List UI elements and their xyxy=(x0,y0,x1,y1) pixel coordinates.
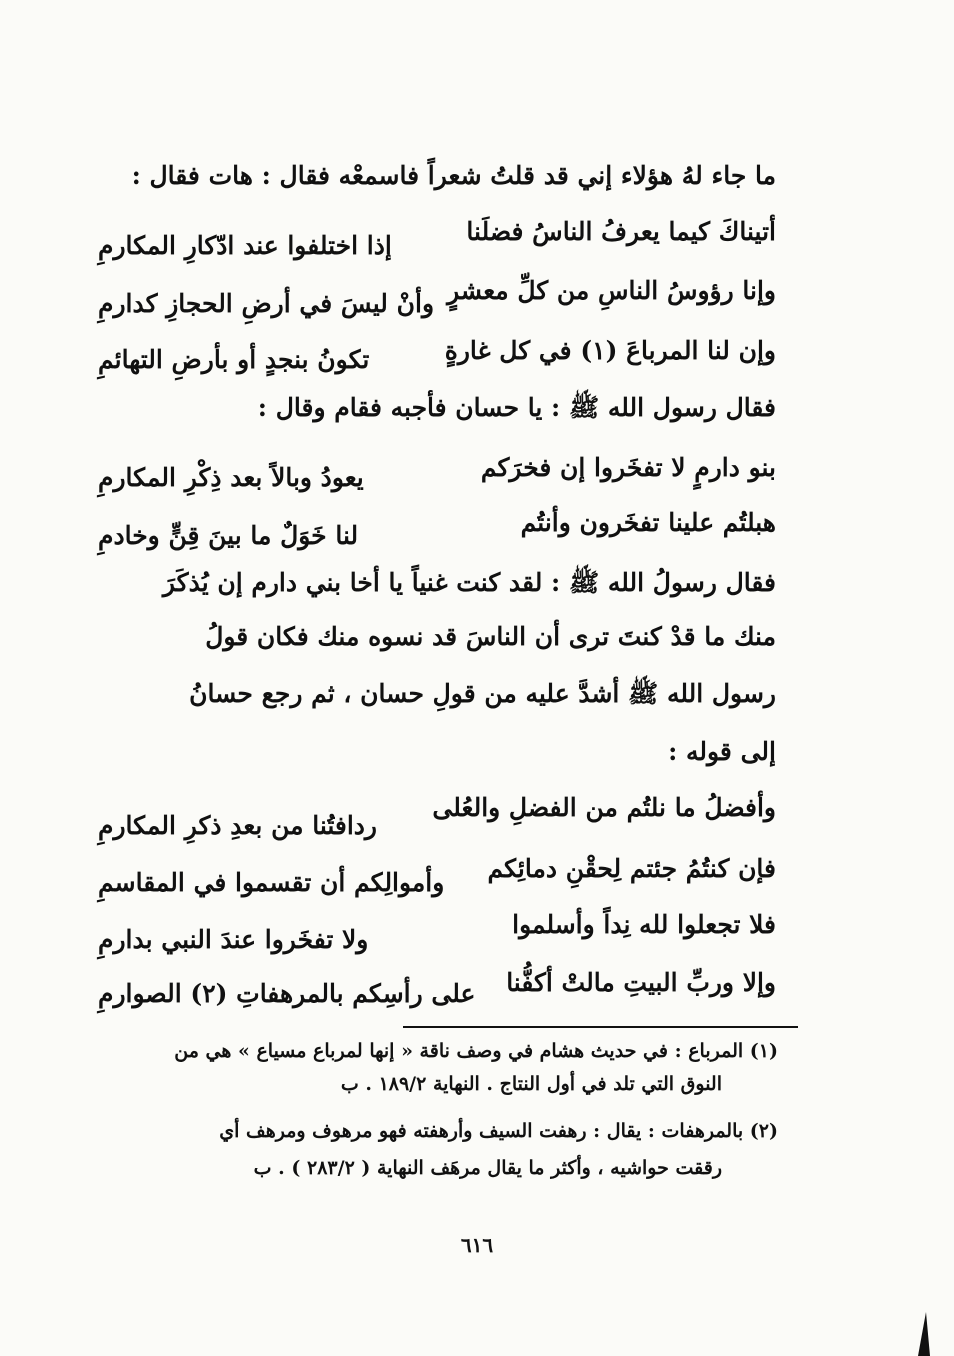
page-number: ٦١٦ xyxy=(460,1233,494,1257)
verse-5-first-hemistich: هبلتُم علينا تفخَرون وأنتُم xyxy=(520,508,776,537)
footnote-line: رققت حواشيه ، وأكثر ما يقال مرهَف النهاية ( ٢٨٣/٢ ) . ب xyxy=(253,1157,722,1179)
scan-edge-mark xyxy=(918,1312,930,1356)
footnote-line: (١) المرباع : في حديث هشام في وصف ناقة « إنها لمرباع مسياع » هي من xyxy=(174,1040,778,1062)
prose-line: فقال رسول الله ﷺ : يا حسان فأجبه فقام وقال : xyxy=(257,393,776,422)
footnote-line: النوق التي تلد في أول النتاج . النهاية ١٨٩/٢ . ب xyxy=(340,1073,722,1095)
verse-1-first-hemistich: أتيناكَ كيما يعرفُ الناسُ فضلَنا xyxy=(466,217,776,246)
verse-8-second-hemistich: ولا تفخَروا عندَ النبي بدارمِ xyxy=(98,925,369,954)
prose-line: ما جاء لهُ هؤلاء إني قد قلتُ شعراً فاسمعْه فقال : هات فقال : xyxy=(131,161,776,190)
prose-line: إلى قوله : xyxy=(668,737,776,766)
verse-9-second-hemistich: على رأسِكم بالمرهفاتِ (٢) الصوارمِ xyxy=(98,979,476,1008)
verse-4-first-hemistich: بنو دارمٍ لا تفخَروا إن فخرَكم xyxy=(480,453,776,482)
verse-6-second-hemistich: ردافتُنا من بعدِ ذكرِ المكارمِ xyxy=(98,811,378,840)
verse-4-second-hemistich: يعودُ وبالاً بعد ذِكْرِ المكارمِ xyxy=(98,463,364,492)
footnote-line: (٢) بالمرهفات : يقال : رهفت السيف وأرهفته فهو مرهوف ومرهف أي xyxy=(219,1120,778,1142)
verse-2-second-hemistich: وأنْ ليسَ في أرضِ الحجازِ كدارمِ xyxy=(98,289,435,318)
verse-9-first-hemistich: وإلا وربِّ البيتِ مالتْ أكفُّنا xyxy=(506,968,776,997)
verse-3-first-hemistich: وإن لنا المرباعَ (١) في كل غارةٍ xyxy=(444,336,776,365)
prose-line: منك ما قدْ كنتَ ترى أن الناسَ قد نسوه منك فكان قولُ xyxy=(205,622,776,651)
prose-line: فقال رسولُ الله ﷺ : لقد كنت غنياً يا أخا بني دارم إن يُذكَرَ xyxy=(162,568,776,597)
verse-1-second-hemistich: إذا اختلفوا عند ادّكارِ المكارمِ xyxy=(98,231,392,260)
verse-2-first-hemistich: وإنا رؤوسُ الناسِ من كلِّ معشرٍ xyxy=(447,276,776,305)
verse-6-first-hemistich: وأفضلُ ما نلتُم من الفضلِ والعُلى xyxy=(432,793,776,822)
prose-line: رسول الله ﷺ أشدَّ عليه من قولِ حسان ، ثم رجع حسانُ xyxy=(189,679,776,708)
verse-3-second-hemistich: تكونُ بنجدٍ أو بأرضِ التهائمِ xyxy=(98,345,370,374)
verse-5-second-hemistich: لنا خَوَلٌ ما بينَ قِنٍّ وخادمِ xyxy=(98,521,359,550)
verse-7-first-hemistich: فإن كنتُمُ جئتم لِحقْنِ دمائِكم xyxy=(487,854,776,883)
verse-7-second-hemistich: وأموالِكم أن تقسموا في المقاسمِ xyxy=(98,868,445,897)
verse-8-first-hemistich: فلا تجعلوا لله نِداً وأسلموا xyxy=(512,910,776,939)
footnote-divider xyxy=(403,1026,798,1028)
